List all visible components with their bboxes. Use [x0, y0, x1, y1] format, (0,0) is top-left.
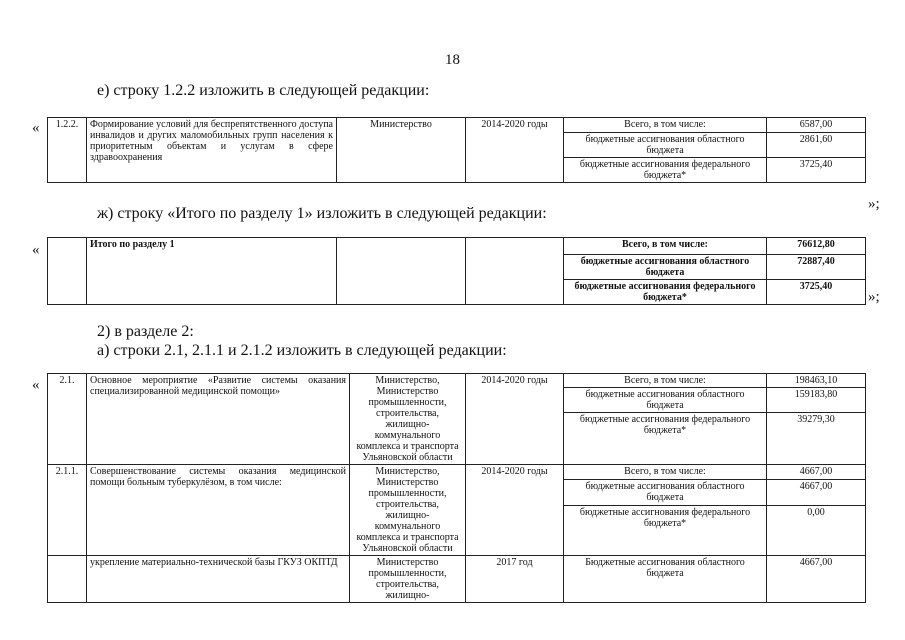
funding-label: Всего, в том числе: [564, 238, 767, 255]
funding-value: 4667,00 [767, 556, 866, 603]
funding-value: 76612,80 [767, 238, 866, 255]
executor: Министерство, Министерство промышленности, строительства, жилищно-коммунального комплекса и транспорта Ульяновской области [350, 465, 466, 556]
funding-value: 198463,10 [767, 374, 866, 388]
funding-value: 3725,40 [767, 158, 866, 183]
event-name: Совершенствование системы оказания медицинской помощи больным туберкулёзом, в том числе: [87, 465, 350, 556]
funding-value: 2861,60 [767, 133, 866, 158]
funding-label: бюджетные ассигнования областного бюджета [564, 479, 767, 505]
funding-value: 159183,80 [767, 388, 866, 413]
funding-label: бюджетные ассигнования областного бюджета [564, 133, 767, 158]
period: 2014-2020 годы [466, 465, 564, 556]
funding-label: бюджетные ассигнования областного бюджета [564, 255, 767, 280]
executor: Министерство [337, 118, 466, 183]
period: 2017 год [466, 556, 564, 603]
table-section-2 [47, 373, 866, 603]
page-number: 18 [445, 52, 460, 68]
period: 2014-2020 годы [466, 374, 564, 465]
funding-label: бюджетные ассигнования федерального бюджета* [564, 505, 767, 555]
row-number: 2.1.1. [48, 465, 87, 556]
row-number: 1.2.2. [48, 118, 87, 183]
heading-a: а) строки 2.1, 2.1.1 и 2.1.2 изложить в следующей редакции: [97, 342, 507, 359]
total-name: Итого по разделу 1 [87, 238, 337, 305]
quote-close: »; [868, 289, 880, 305]
funding-value: 4667,00 [767, 479, 866, 505]
heading-e: е) строку 1.2.2 изложить в следующей редакции: [97, 82, 430, 99]
period: 2014-2020 годы [466, 118, 564, 183]
funding-label: бюджетные ассигнования областного бюджета [564, 388, 767, 413]
executor: Министерство промышленности, строительства, жилищно- [350, 556, 466, 603]
quote-open: « [32, 120, 40, 136]
row-number: 2.1. [48, 374, 87, 465]
heading-zh: ж) строку «Итого по разделу 1» изложить в следующей редакции: [97, 205, 547, 222]
event-name: укрепление материально-технической базы ГКУЗ ОКПТД [87, 556, 350, 603]
table-total-section-1 [47, 237, 866, 305]
funding-value: 3725,40 [767, 280, 866, 305]
funding-label: Всего, в том числе: [564, 118, 767, 133]
funding-value: 4667,00 [767, 465, 866, 480]
funding-label: бюджетные ассигнования федерального бюджета* [564, 158, 767, 183]
event-name: Формирование условий для беспрепятственного доступа инвалидов и других маломобильных групп населения к приоритетным объектам и услугам в сфере здравоохранения [87, 118, 337, 183]
event-name: Основное мероприятие «Развитие системы оказания специализированной медицинской помощи» [87, 374, 350, 465]
funding-value: 72887,40 [767, 255, 866, 280]
funding-value: 39279,30 [767, 413, 866, 465]
executor: Министерство, Министерство промышленности, строительства, жилищно-коммунального комплекса и транспорта Ульяновской области [350, 374, 466, 465]
funding-value: 6587,00 [767, 118, 866, 133]
quote-close: »; [868, 196, 880, 212]
quote-open: « [32, 377, 40, 393]
funding-label: Всего, в том числе: [564, 374, 767, 388]
funding-label: Всего, в том числе: [564, 465, 767, 480]
funding-label: Бюджетные ассигнования областного бюджета [564, 556, 767, 603]
funding-label: бюджетные ассигнования федерального бюджета* [564, 280, 767, 305]
quote-open: « [32, 242, 40, 258]
funding-value: 0,00 [767, 505, 866, 555]
heading-section-2: 2) в разделе 2: [97, 323, 194, 340]
funding-label: бюджетные ассигнования федерального бюджета* [564, 413, 767, 465]
table-row-1-2-2 [47, 117, 866, 183]
